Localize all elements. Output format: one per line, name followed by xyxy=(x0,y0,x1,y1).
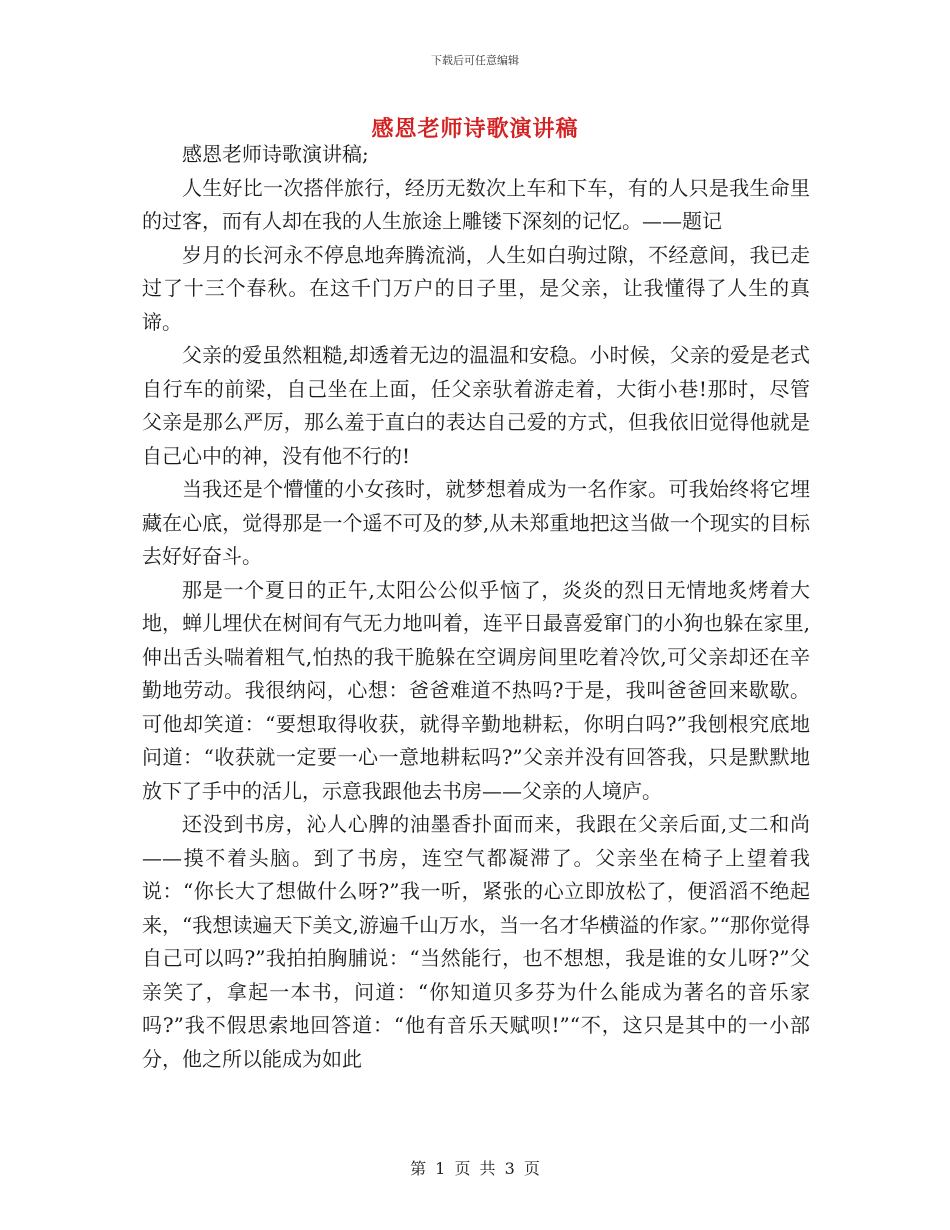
document-title: 感恩老师诗歌演讲稿 xyxy=(371,116,579,142)
document-body xyxy=(142,138,810,1076)
page-header-note: 下载后可任意编辑 xyxy=(431,54,519,67)
paragraph-body: 当我还是个懵懂的小女孩时，就梦想着成为一名作家。可我始终将它埋藏在心底，觉得那是一个遥不可及的梦,从未郑重地把这当做一个现实的目标去好好奋斗。 xyxy=(142,477,810,568)
paragraph-subtitle: 感恩老师诗歌演讲稿; xyxy=(182,142,369,166)
paragraph-body: 还没到书房，沁人心脾的油墨香扑面而来，我跟在父亲后面,丈二和尚——摸不着头脑。到了书房，连空气都凝滞了。父亲坐在椅子上望着我说：“你长大了想做什么呀?”我一听，紧张的心立即放松了，便滔滔不绝起来，“我想读遍天下美文,游遍千山万水，当一名才华横溢的作家。”“那你觉得自己可以吗?”我拍拍胸脯说：“当然能行，也不想想，我是谁的女儿呀?”父亲笑了，拿起一本书，问道：“你知道贝多芬为什么能成为著名的音乐家吗?”我不假思索地回答道：“他有音乐天赋呗!”“不，这只是其中的一小部分，他之所以能成为如此 xyxy=(142,812,810,1071)
paragraph-epigraph: 人生好比一次搭伴旅行，经历无数次上车和下车，有的人只是我生命里的过客，而有人却在我的人生旅途上雕镂下深刻的记忆。——题记 xyxy=(142,175,810,233)
paragraph-body: 父亲的爱虽然粗糙,却透着无边的温温和安稳。小时候，父亲的爱是老式自行车的前梁，自己坐在上面，任父亲驮着游走着，大街小巷!那时，尽管父亲是那么严厉，那么羞于直白的表达自己爱的方式，但我依旧觉得他就是自己心中的神，没有他不行的! xyxy=(142,343,810,468)
paragraph-body: 岁月的长河永不停息地奔腾流淌，人生如白驹过隙，不经意间，我已走过了十三个春秋。在这千门万户的日子里，是父亲，让我懂得了人生的真谛。 xyxy=(142,242,810,334)
page-number-footer: 第 1 页 共 3 页 xyxy=(410,1159,540,1178)
paragraph-body: 那是一个夏日的正午,太阳公公似乎恼了，炎炎的烈日无情地炙烤着大地，蝉儿埋伏在树间有气无力地叫着，连平日最喜爱窜门的小狗也躲在家里,伸出舌头喘着粗气,怕热的我干脆躲在空调房间里吃着冷饮,可父亲却还在辛勤地劳动。我很纳闷，心想：爸爸难道不热吗?于是，我叫爸爸回来歇歇。可他却笑道：“要想取得收获，就得辛勤地耕耘，你明白吗?”我刨根究底地问道：“收获就一定要一心一意地耕耘吗?”父亲并没有回答我，只是默默地放下了手中的活儿，示意我跟他去书房——父亲的人境庐。 xyxy=(142,577,810,803)
